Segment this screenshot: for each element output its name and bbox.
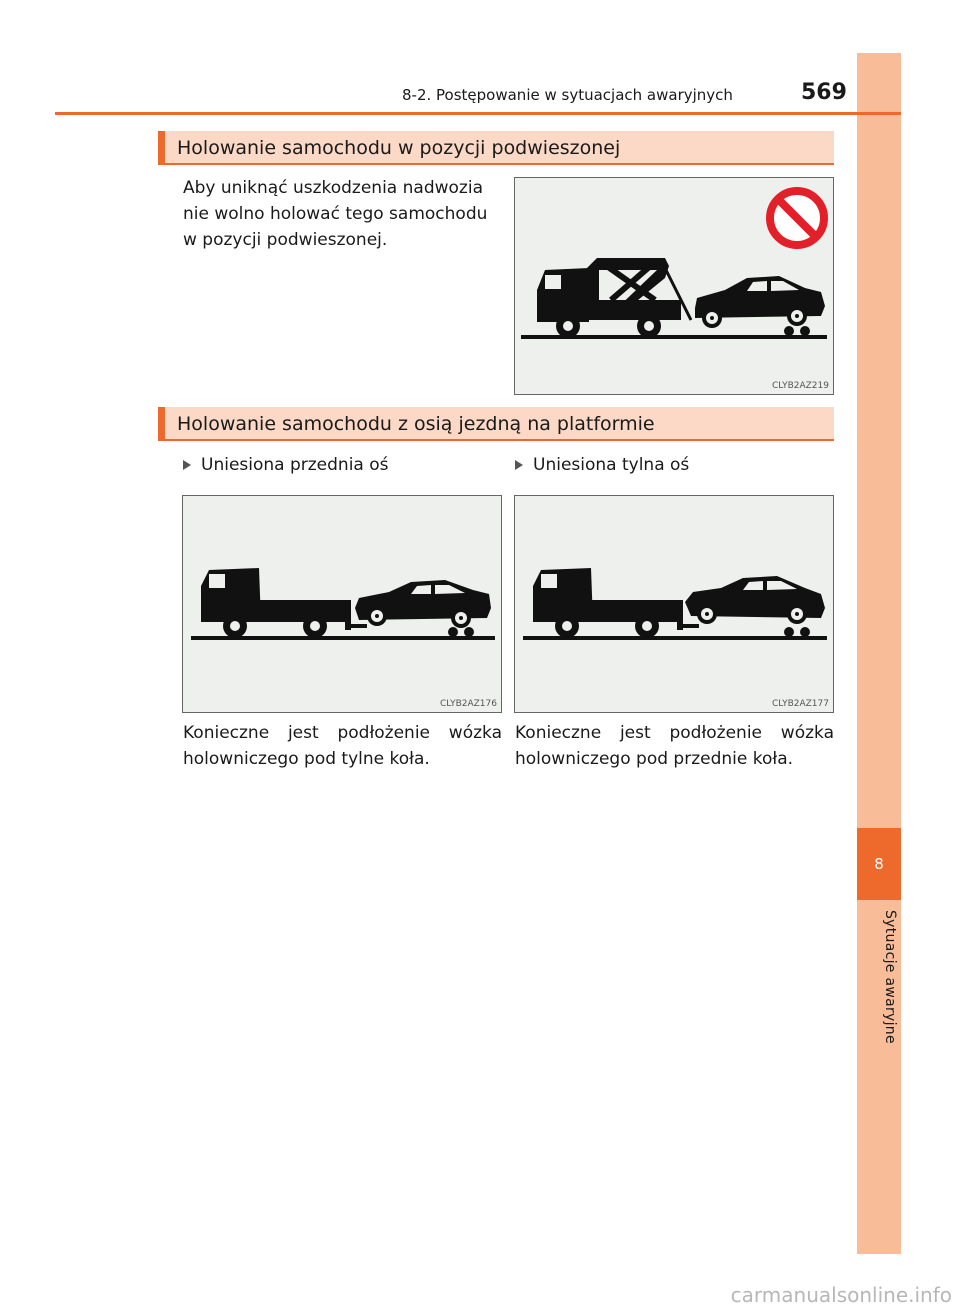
chapter-number-tab: 8	[857, 828, 901, 900]
figure-rear-axle-raised	[514, 495, 834, 713]
header-rule	[55, 112, 901, 115]
watermark: carmanualsonline.info	[730, 1283, 952, 1307]
suspended-tow-warning-text: Aby uniknąć uszkodzenia nadwozia nie wolno holować tego samochodu w pozycji podwieszonej.	[183, 178, 488, 250]
caption-rear-axle-raised: Konieczne jest podłożenie wózka holowniczego pod przednie koła.	[515, 723, 834, 769]
running-header: 8-2. Postępowanie w sytuacjach awaryjnych	[402, 86, 733, 104]
chapter-side-label: Sytuacje awaryjne	[882, 910, 898, 1044]
bullet-text: Uniesiona tylna oś	[533, 455, 690, 475]
section-heading-text: Holowanie samochodu w pozycji podwieszonej	[177, 137, 621, 159]
tow-truck-icon	[537, 258, 691, 338]
flatbed-truck-icon	[201, 568, 367, 638]
sedan-car-icon	[695, 276, 825, 336]
sedan-car-icon	[685, 576, 825, 637]
flatbed-truck-icon	[533, 568, 699, 638]
figure-front-axle-raised	[182, 495, 502, 713]
figure-code: CLYB2AZ219	[771, 381, 829, 391]
bullet-rear-axle-raised	[515, 455, 689, 475]
figure-code: CLYB2AZ177	[771, 699, 829, 709]
figure-suspended-tow-prohibited	[514, 177, 834, 395]
caption-front-axle-raised: Konieczne jest podłożenie wózka holowniczego pod tylne koła.	[183, 723, 502, 769]
chapter-side-tab	[857, 53, 901, 1254]
bullet-triangle-icon	[183, 460, 191, 470]
section-heading-text: Holowanie samochodu z osią jezdną na platformie	[177, 413, 655, 435]
bullet-text: Uniesiona przednia oś	[201, 455, 389, 475]
section-heading-suspended-tow	[158, 131, 834, 165]
section-heading-dolly-tow	[158, 407, 834, 441]
prohibition-icon	[770, 191, 824, 245]
page-number: 569	[801, 80, 847, 105]
bullet-front-axle-raised	[183, 455, 389, 475]
bullet-triangle-icon	[515, 460, 523, 470]
sedan-car-icon	[355, 580, 491, 637]
figure-code: CLYB2AZ176	[439, 699, 497, 709]
